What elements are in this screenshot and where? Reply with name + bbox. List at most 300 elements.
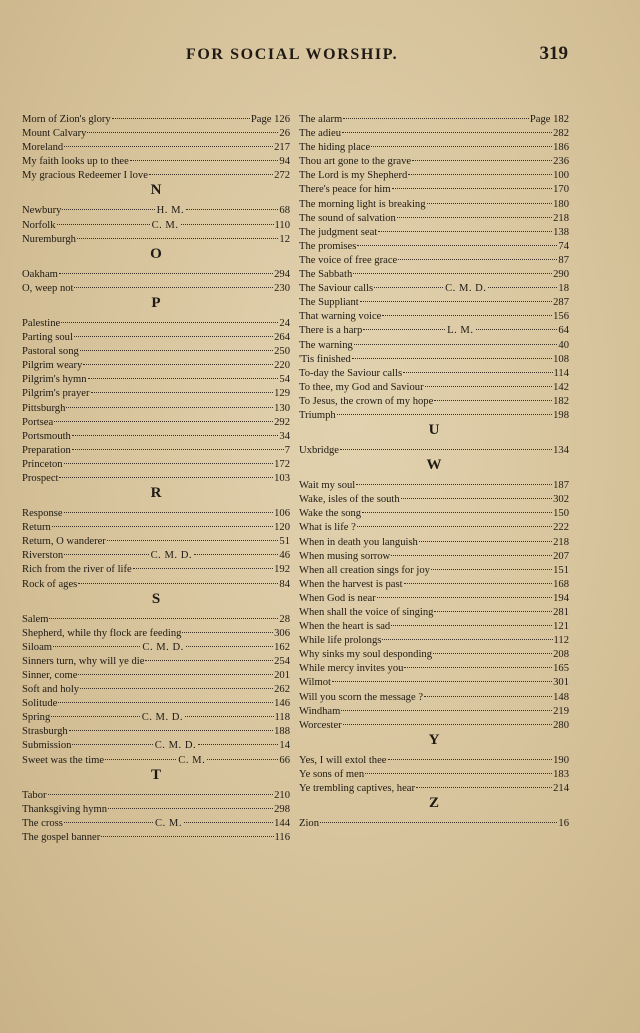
- entry-page: 287: [553, 297, 569, 309]
- entry-title: Mount Calvary: [22, 128, 87, 140]
- dot-leader: [404, 656, 552, 668]
- dot-leader: [78, 572, 278, 584]
- entry-title: Riverston: [22, 550, 64, 562]
- index-entry: [22, 575, 290, 589]
- entry-title: Thanksgiving hymn: [22, 803, 108, 815]
- entry-title: Rock of ages: [22, 578, 78, 590]
- entry-page: 28: [279, 613, 290, 625]
- entry-meter: C. M. D.: [142, 641, 184, 653]
- entry-page: 34: [279, 430, 290, 442]
- entry-title: Ye sons of men: [299, 768, 365, 780]
- section-letter: S: [151, 590, 161, 607]
- dot-leader: [57, 213, 150, 225]
- entry-page: 264: [274, 332, 290, 344]
- dot-leader: [434, 389, 552, 401]
- dot-leader: [341, 699, 552, 711]
- dot-leader: [391, 544, 552, 556]
- dot-leader: [133, 557, 273, 569]
- dot-leader: [377, 586, 552, 598]
- entry-title: Tabor: [22, 789, 47, 801]
- entry-page: 94: [279, 156, 290, 168]
- entry-page: 7: [284, 444, 290, 456]
- dot-leader: [48, 783, 274, 795]
- entry-page: 292: [274, 416, 290, 428]
- entry-page: 138: [553, 226, 569, 238]
- section-letter: Y: [428, 731, 440, 748]
- dot-leader: [398, 248, 557, 260]
- entry-title: There is a harp: [299, 325, 363, 337]
- entry-title: Strasburgh: [22, 726, 68, 738]
- entry-title: My faith looks up to thee: [22, 156, 129, 168]
- entry-title: The warning: [299, 339, 353, 351]
- dot-leader: [64, 811, 153, 823]
- index-entry: [299, 716, 569, 730]
- dot-leader: [401, 487, 552, 499]
- entry-page: 230: [274, 282, 290, 294]
- entry-title: The adieu: [299, 128, 342, 140]
- entry-page: 66: [279, 754, 290, 766]
- dot-leader: [337, 403, 552, 415]
- entry-title: The Saviour calls: [299, 283, 374, 295]
- entry-title: Solitude: [22, 698, 58, 710]
- entry-page: 218: [553, 536, 569, 548]
- dot-leader: [419, 530, 552, 542]
- entry-meter: C. M. D.: [445, 283, 487, 295]
- dot-leader: [72, 438, 284, 450]
- entry-page: 282: [553, 128, 569, 140]
- dot-leader: [354, 333, 558, 345]
- entry-page: 14: [279, 740, 290, 752]
- dot-leader: [72, 424, 279, 436]
- entry-page: 220: [274, 360, 290, 372]
- entry-page: 290: [553, 269, 569, 281]
- entry-title: Triumph: [299, 409, 336, 421]
- dot-leader: [58, 691, 273, 703]
- entry-title: The hiding place: [299, 142, 371, 154]
- entry-page: 217: [274, 142, 290, 154]
- entry-page: 129: [274, 388, 290, 400]
- entry-page: 186: [553, 142, 569, 154]
- entry-page: 165: [553, 663, 569, 675]
- entry-title: Will you scorn the message ?: [299, 691, 424, 703]
- entry-page: 106: [274, 508, 290, 520]
- index-column-right: [299, 110, 569, 828]
- entry-title: Zion: [299, 818, 320, 830]
- entry-page: 121: [553, 621, 569, 633]
- entry-page: 142: [553, 381, 569, 393]
- entry-title: The cross: [22, 817, 63, 829]
- entry-title: To-day the Saviour calls: [299, 367, 403, 379]
- dot-leader: [371, 135, 552, 147]
- dot-leader: [74, 276, 273, 288]
- entry-title: Princeton: [22, 458, 63, 470]
- entry-title: Sweet was the time: [22, 754, 105, 766]
- entry-title: To thee, my God and Saviour: [299, 381, 424, 393]
- dot-leader: [184, 811, 273, 823]
- entry-page: 64: [558, 325, 569, 337]
- entry-page: 210: [274, 789, 290, 801]
- entry-title: The promises: [299, 240, 357, 252]
- section-letter: O: [150, 245, 162, 262]
- entry-page: 156: [553, 311, 569, 323]
- entry-page: 301: [553, 677, 569, 689]
- entry-page: 183: [553, 768, 569, 780]
- entry-title: Palestine: [22, 317, 61, 329]
- dot-leader: [80, 339, 273, 351]
- dot-leader: [64, 135, 273, 147]
- entry-page: 18: [558, 283, 569, 295]
- entry-page: 168: [553, 578, 569, 590]
- dot-leader: [363, 318, 445, 330]
- entry-page: 130: [274, 402, 290, 414]
- entry-title: To Jesus, the crown of my hope: [299, 395, 434, 407]
- entry-title: Nuremburgh: [22, 233, 76, 245]
- entry-title: Shepherd, while thy flock are feeding: [22, 627, 182, 639]
- dot-leader: [404, 572, 553, 584]
- index-entry: [22, 751, 290, 765]
- entry-meter: H. M.: [156, 205, 185, 217]
- dot-leader: [476, 318, 558, 330]
- dot-leader: [91, 381, 274, 393]
- dot-leader: [340, 438, 552, 450]
- entry-page: 114: [553, 367, 569, 379]
- dot-leader: [182, 621, 273, 633]
- entry-page: 118: [274, 712, 290, 724]
- running-title: FOR SOCIAL WORSHIP.: [186, 46, 399, 63]
- dot-leader: [408, 163, 552, 175]
- dot-leader: [425, 375, 553, 387]
- index-entry: [299, 406, 569, 420]
- dot-leader: [397, 206, 552, 218]
- entry-title: That warning voice: [299, 311, 382, 323]
- dot-leader: [72, 733, 152, 745]
- entry-page: 281: [553, 607, 569, 618]
- dot-leader: [101, 825, 273, 837]
- dot-leader: [186, 198, 278, 210]
- entry-page: 198: [553, 409, 569, 421]
- entry-page: 12: [279, 233, 290, 245]
- dot-leader: [352, 347, 552, 359]
- dot-leader: [434, 600, 552, 612]
- entry-page: 194: [553, 592, 569, 604]
- entry-page: 262: [274, 684, 290, 696]
- index-entry: [22, 279, 290, 293]
- entry-title: The judgment seat: [299, 226, 378, 238]
- entry-title: The alarm: [299, 114, 343, 125]
- entry-page: 219: [553, 705, 569, 717]
- entry-title: Portsea: [22, 416, 54, 428]
- entry-title: Worcester: [299, 719, 342, 731]
- entry-page: 16: [558, 818, 569, 830]
- index-entry: [299, 814, 569, 828]
- entry-page: 302: [553, 494, 569, 506]
- entry-meter: C. M. D.: [150, 550, 192, 562]
- entry-page: 236: [553, 156, 569, 168]
- dot-leader: [108, 797, 273, 809]
- entry-title: The Suppliant: [299, 297, 359, 309]
- dot-leader: [412, 149, 552, 161]
- dot-leader: [181, 213, 274, 225]
- entry-page: 187: [553, 480, 569, 492]
- dot-leader: [61, 311, 278, 323]
- dot-leader: [83, 353, 273, 365]
- section-letter: R: [150, 485, 162, 502]
- entry-title: The gospel banner: [22, 831, 101, 843]
- dot-leader: [51, 705, 139, 717]
- dot-leader: [80, 677, 273, 689]
- entry-page: 103: [274, 472, 290, 484]
- entry-page: 148: [553, 691, 569, 703]
- dot-leader: [186, 635, 273, 647]
- dot-leader: [194, 543, 278, 555]
- entry-page: 68: [279, 205, 290, 217]
- dot-leader: [357, 515, 552, 527]
- entry-title: When the heart is sad: [299, 621, 391, 633]
- entry-title: Wilmot: [299, 677, 331, 689]
- dot-leader: [53, 635, 140, 647]
- dot-leader: [343, 107, 529, 119]
- entry-meter: C. M. D.: [141, 712, 184, 724]
- index-entry: [22, 230, 290, 244]
- dot-leader: [342, 121, 552, 133]
- dot-leader: [357, 234, 557, 246]
- entry-page: Page 126: [250, 114, 290, 125]
- entry-page: 87: [558, 254, 569, 266]
- entry-page: 214: [553, 783, 569, 795]
- dot-leader: [433, 642, 552, 654]
- entry-title: Pilgrim's hymn: [22, 374, 87, 386]
- dot-leader: [392, 177, 552, 189]
- entry-title: Salem: [22, 613, 49, 625]
- index-column-left: [22, 110, 290, 842]
- entry-meter: L. M.: [447, 325, 474, 337]
- entry-title: Wait my soul: [299, 480, 356, 492]
- dot-leader: [66, 396, 273, 408]
- dot-leader: [64, 452, 274, 464]
- entry-title: Preparation: [22, 444, 71, 456]
- entry-meter: C. M. D.: [154, 740, 197, 752]
- dot-leader: [431, 558, 552, 570]
- entry-title: While life prolongs: [299, 635, 382, 647]
- dot-leader: [391, 614, 552, 626]
- section-letter: Z: [428, 795, 439, 812]
- entry-title: The morning light is breaking: [299, 198, 426, 210]
- dot-leader: [105, 748, 176, 760]
- entry-page: 172: [274, 458, 290, 470]
- entry-page: 150: [553, 508, 569, 520]
- entry-title: When all creation sings for joy: [299, 564, 430, 576]
- entry-page: 180: [553, 198, 569, 210]
- entry-page: 116: [274, 831, 290, 843]
- dot-leader: [87, 121, 278, 133]
- entry-page: 144: [274, 817, 290, 829]
- page-number: 319: [539, 43, 568, 64]
- entry-title: When God is near: [299, 592, 376, 604]
- dot-leader: [88, 367, 279, 379]
- entry-title: Parting soul: [22, 332, 73, 344]
- entry-page: 51: [279, 536, 290, 548]
- entry-page: 170: [553, 184, 569, 196]
- entry-page: 54: [279, 374, 290, 386]
- entry-page: 222: [553, 522, 569, 534]
- entry-page: 151: [553, 564, 569, 576]
- entry-page: 162: [274, 641, 290, 653]
- dot-leader: [332, 670, 552, 682]
- entry-page: 100: [553, 170, 569, 182]
- entry-title: The sound of salvation: [299, 212, 396, 224]
- dot-leader: [365, 762, 552, 774]
- dot-leader: [382, 304, 552, 316]
- dot-leader: [362, 501, 552, 513]
- entry-page: 182: [553, 395, 569, 407]
- entry-page: 201: [274, 670, 290, 681]
- entry-title: O, weep not: [22, 282, 74, 294]
- entry-page: 108: [553, 353, 569, 365]
- entry-title: Sinners turn, why will ye die: [22, 655, 145, 667]
- entry-meter: C. M.: [178, 754, 206, 766]
- entry-title: The Lord is my Shepherd: [299, 170, 408, 182]
- dot-leader: [360, 290, 552, 302]
- dot-leader: [149, 163, 273, 175]
- entry-page: 120: [274, 522, 290, 534]
- entry-page: 298: [274, 803, 290, 815]
- entry-page: 280: [553, 719, 569, 731]
- entry-page: 254: [274, 655, 290, 667]
- entry-title: Pilgrim's prayer: [22, 388, 90, 400]
- dot-leader: [320, 811, 557, 823]
- entry-title: Prospect: [22, 472, 59, 484]
- dot-leader: [145, 649, 273, 661]
- entry-title: Pittsburgh: [22, 402, 66, 414]
- dot-leader: [77, 227, 278, 239]
- section-letter: N: [150, 182, 162, 199]
- entry-page: 112: [553, 635, 569, 647]
- entry-page: 272: [274, 170, 290, 182]
- dot-leader: [382, 628, 552, 640]
- entry-title: 'Tis finished: [299, 353, 351, 365]
- entry-title: Moreland: [22, 142, 64, 154]
- dot-leader: [78, 663, 273, 675]
- entry-page: 84: [279, 578, 290, 590]
- dot-leader: [62, 198, 154, 210]
- entry-title: Soft and holy: [22, 684, 80, 696]
- entry-title: What is life ?: [299, 522, 356, 534]
- entry-title: Pilgrim weary: [22, 360, 83, 372]
- entry-page: 24: [279, 317, 290, 329]
- entry-title: Portsmouth: [22, 430, 71, 442]
- dot-leader: [74, 325, 273, 337]
- dot-leader: [427, 192, 553, 204]
- entry-title: Why sinks my soul desponding: [299, 649, 433, 661]
- dot-leader: [374, 276, 443, 288]
- entry-page: 134: [553, 445, 569, 457]
- entry-page: 110: [274, 219, 291, 231]
- entry-title: Oakham: [22, 268, 58, 280]
- entry-title: Return: [22, 522, 51, 534]
- index-entry: [22, 469, 290, 483]
- dot-leader: [403, 361, 552, 373]
- dot-leader: [416, 776, 552, 788]
- dot-leader: [52, 515, 273, 527]
- index-entry: [22, 166, 290, 180]
- section-letter: P: [151, 294, 161, 311]
- dot-leader: [130, 149, 279, 161]
- index-entry: [299, 441, 569, 455]
- dot-leader: [69, 719, 273, 731]
- entry-page: 74: [558, 240, 569, 252]
- dot-leader: [378, 220, 552, 232]
- entry-page: 46: [279, 550, 290, 562]
- entry-title: Submission: [22, 740, 72, 752]
- entry-meter: C. M.: [155, 817, 182, 829]
- entry-title: My gracious Redeemer I love: [22, 170, 148, 182]
- dot-leader: [488, 276, 557, 288]
- entry-page: 306: [274, 627, 290, 639]
- dot-leader: [64, 543, 148, 555]
- entry-title: When musing sorrow: [299, 550, 391, 562]
- dot-leader: [59, 466, 273, 478]
- entry-title: Newbury: [22, 205, 62, 217]
- dot-leader: [112, 107, 250, 119]
- entry-page: 40: [558, 339, 569, 351]
- entry-title: When shall the voice of singing: [299, 607, 434, 618]
- dot-leader: [207, 748, 278, 760]
- page-header: [0, 43, 640, 70]
- entry-title: Spring: [22, 712, 51, 724]
- index-entry: [299, 779, 569, 793]
- dot-leader: [107, 529, 279, 541]
- dot-leader: [59, 262, 273, 274]
- entry-title: When in death you languish: [299, 536, 418, 548]
- entry-title: Windham: [299, 705, 341, 717]
- dot-leader: [424, 685, 552, 697]
- dot-leader: [49, 607, 278, 619]
- entry-title: Morn of Zion's glory: [22, 114, 111, 125]
- entry-page: 190: [553, 754, 569, 766]
- dot-leader: [198, 733, 278, 745]
- entry-meter: C. M.: [151, 219, 179, 231]
- entry-title: Siloam: [22, 641, 53, 653]
- dot-leader: [54, 410, 273, 422]
- entry-title: Wake, isles of the south: [299, 494, 400, 506]
- entry-page: 146: [274, 698, 290, 710]
- dot-leader: [388, 748, 553, 760]
- entry-page: 208: [553, 649, 569, 661]
- entry-title: While mercy invites you: [299, 663, 404, 675]
- entry-page: 192: [274, 564, 290, 576]
- entry-title: Uxbridge: [299, 445, 340, 457]
- entry-title: Rich from the river of life: [22, 564, 132, 576]
- entry-title: The voice of free grace: [299, 254, 398, 266]
- entry-title: Norfolk: [22, 219, 56, 231]
- dot-leader: [353, 262, 552, 274]
- entry-title: Wake the song: [299, 508, 362, 520]
- entry-page: Page 182: [529, 114, 569, 125]
- dot-leader: [185, 705, 273, 717]
- entry-title: The Sabbath: [299, 269, 353, 281]
- entry-title: There's peace for him: [299, 184, 391, 196]
- entry-title: Sinner, come: [22, 670, 78, 681]
- section-letter: U: [428, 422, 440, 439]
- entry-title: When the harvest is past: [299, 578, 403, 590]
- entry-page: 26: [279, 128, 290, 140]
- dot-leader: [356, 473, 552, 485]
- entry-title: Thou art gone to the grave: [299, 156, 412, 168]
- index-entry: [22, 828, 290, 842]
- entry-page: 294: [274, 268, 290, 280]
- entry-title: Response: [22, 508, 63, 520]
- entry-title: Pastoral song: [22, 346, 79, 358]
